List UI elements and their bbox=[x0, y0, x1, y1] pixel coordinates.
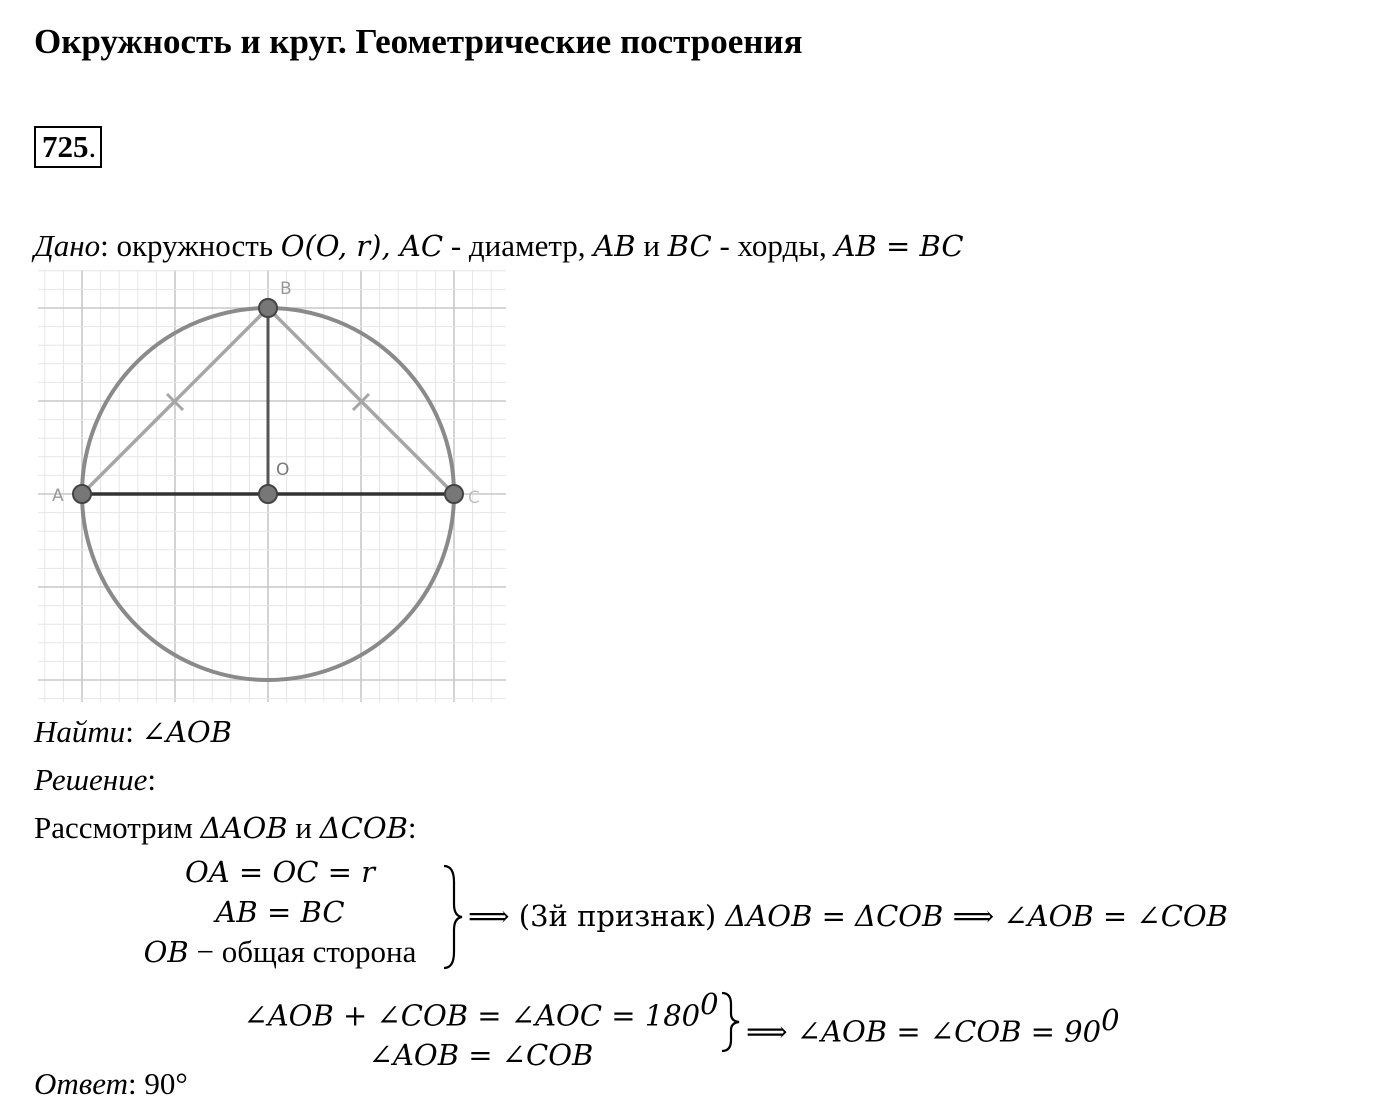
solution-colon: : bbox=[147, 762, 156, 797]
consider-text-1: Рассмотрим bbox=[34, 810, 201, 845]
system2-result-sup: 0 bbox=[1101, 1003, 1120, 1037]
consider-math-2: ΔCOB bbox=[319, 811, 408, 845]
system1-line-3-text: − общая сторона bbox=[188, 934, 417, 969]
given-colon: : bbox=[100, 228, 109, 263]
system1-line-3-math: OB bbox=[143, 935, 189, 969]
find-line bbox=[34, 714, 232, 750]
consider-math-1: ΔAOB bbox=[200, 811, 288, 845]
find-label: Найти bbox=[34, 714, 126, 749]
system2-line-1: ∠AOB + ∠COB = ∠AOC = 180 bbox=[243, 998, 701, 1033]
system2-result-math: ⟹ ∠AOB = ∠COB = 90 bbox=[746, 1014, 1102, 1049]
solution-label: Решение bbox=[34, 762, 148, 797]
given-math-4: AB = BC bbox=[834, 229, 964, 263]
label-a: A bbox=[52, 486, 64, 506]
given-math-1: O(O, r), AC bbox=[280, 229, 444, 263]
given-text-1: окружность bbox=[108, 228, 281, 263]
find-expr: ∠AOB bbox=[141, 715, 232, 749]
problem-number-value: 725 bbox=[42, 129, 89, 164]
answer-label: Ответ bbox=[34, 1066, 128, 1101]
system1-result-math: ΔAOB = ΔCOB ⟹ ∠AOB = ∠COB bbox=[725, 899, 1228, 933]
given-text-2: - диаметр, bbox=[443, 228, 594, 263]
system2-line-1-sup: 0 bbox=[700, 987, 719, 1021]
given-math-3: BC bbox=[667, 229, 712, 263]
given-math-2: AB bbox=[593, 229, 636, 263]
problem-number-dot: . bbox=[88, 129, 97, 164]
given-line bbox=[34, 228, 964, 264]
system2-brace bbox=[718, 990, 742, 1054]
system2-line-2: ∠AOB = ∠COB bbox=[368, 1038, 594, 1073]
given-text-3: и bbox=[635, 228, 668, 263]
solution-line bbox=[34, 762, 156, 798]
point-c bbox=[445, 485, 463, 503]
point-o bbox=[259, 485, 277, 503]
system2-conditions bbox=[236, 984, 726, 1075]
find-colon: : bbox=[125, 714, 134, 749]
given-text-4: - хорды, bbox=[711, 228, 835, 263]
system1-brace bbox=[440, 862, 464, 972]
system1-conditions bbox=[110, 852, 450, 972]
consider-text-3: : bbox=[407, 810, 417, 845]
system2-result bbox=[746, 1000, 1120, 1051]
given-label: Дано bbox=[34, 228, 101, 263]
answer-line bbox=[34, 1066, 188, 1102]
system1-line-1: OA = OC = r bbox=[184, 855, 375, 889]
point-b bbox=[259, 299, 277, 317]
system1-result bbox=[468, 896, 1228, 936]
point-a bbox=[73, 485, 91, 503]
consider-text-2: и bbox=[287, 810, 320, 845]
label-c: C bbox=[468, 488, 480, 508]
consider-line bbox=[34, 810, 417, 846]
problem-number bbox=[34, 126, 102, 168]
geometry-figure bbox=[34, 270, 506, 706]
label-b: B bbox=[280, 279, 292, 299]
answer-value: 90° bbox=[136, 1066, 188, 1101]
page-title: Окружность и круг. Геометрические построения bbox=[34, 22, 803, 61]
answer-colon: : bbox=[127, 1066, 137, 1101]
system1-result-text: ⟹ (3й признак) bbox=[468, 899, 726, 933]
label-o: O bbox=[276, 460, 290, 480]
system1-line-2: AB = BC bbox=[215, 895, 345, 929]
